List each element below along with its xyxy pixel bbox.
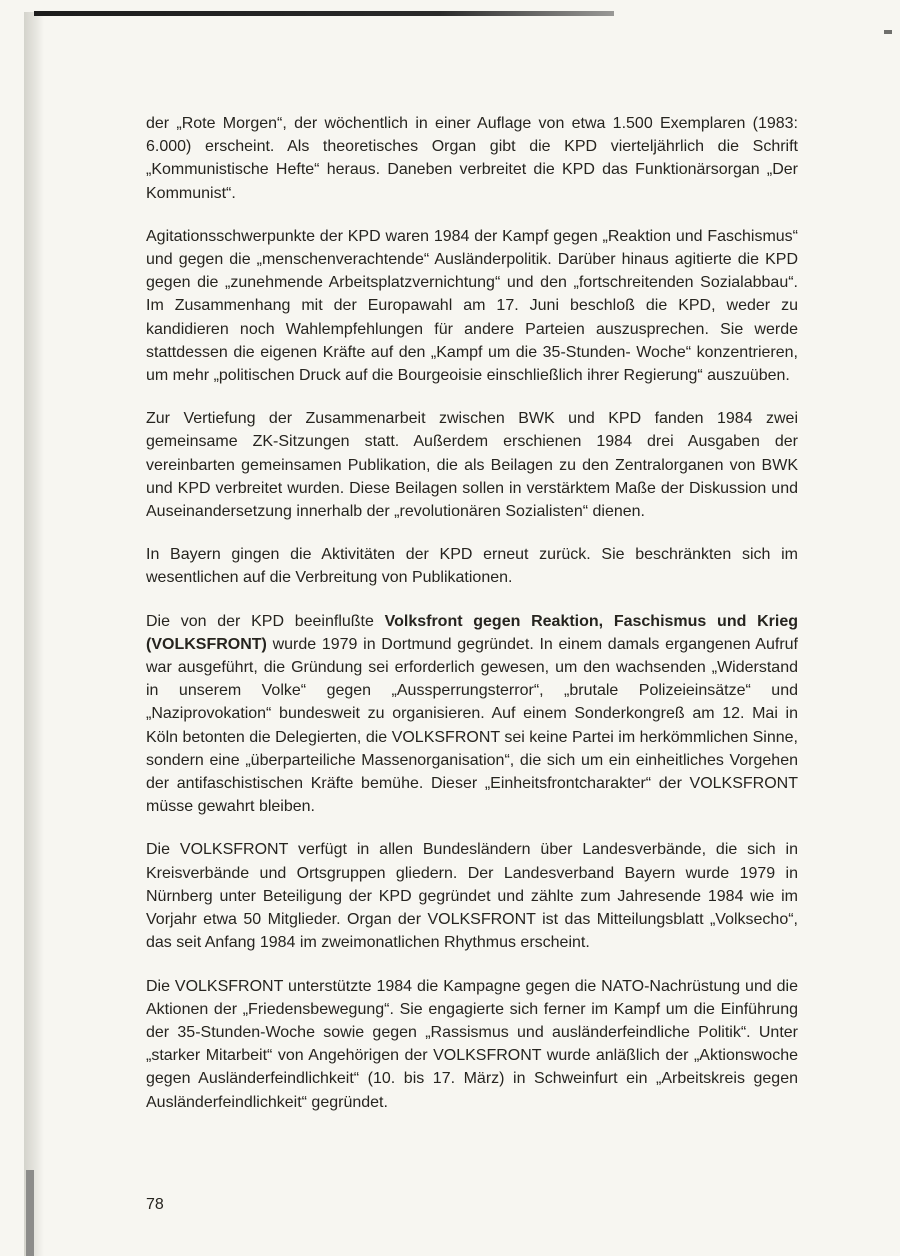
organization-name-bold: Volksfront gegen Reaktion, Faschismus und Krieg (VOLKSFRONT) bbox=[146, 612, 798, 653]
paragraph-5 bbox=[146, 610, 798, 819]
paragraph-5-intro: Die von der KPD beeinflußte bbox=[146, 612, 385, 630]
corner-mark bbox=[884, 30, 892, 34]
text-column bbox=[146, 112, 798, 1134]
paragraph-6: Die VOLKSFRONT verfügt in allen Bundesländern über Landesverbände, die sich in Kreisverbände und Ortsgruppen gliedern. Der Landesverband Bayern wurde 1979 in Nürnberg unter Beteiligung der KPD gegründet und zählte zum Jahresende 1984 wie im Vorjahr etwa 50 Mitglieder. Organ der VOLKSFRONT ist das Mitteilungsblatt „Volksecho“, das seit Anfang 1984 im zweimonatlichen Rhythmus erscheint. bbox=[146, 841, 798, 952]
top-rule bbox=[34, 11, 614, 16]
paragraph-7: Die VOLKSFRONT unterstützte 1984 die Kampagne gegen die NATO-Nachrüstung und die Aktionen der „Friedensbewegung“. Sie engagierte sich ferner im Kampf um die Einführung der 35-Stunden-Woche sowie gegen „Rassismus und ausländerfeindliche Politik“. Unter „starker Mitarbeit“ von Angehörigen der VOLKSFRONT wurde anläßlich der „Aktionswoche gegen Ausländerfeindlichkeit“ (10. bis 17. März) in Schweinfurt ein „Arbeitskreis gegen Ausländerfeindlichkeit“ gegründet. bbox=[146, 977, 798, 1111]
page-number: 78 bbox=[146, 1196, 164, 1213]
paragraph-3: Zur Vertiefung der Zusammenarbeit zwischen BWK und KPD fanden 1984 zwei gemeinsame ZK-Sitzungen statt. Außerdem erschienen 1984 drei Ausgaben der vereinbarten gemeinsamen Publikation, die als Beilagen zu den Zentralorganen von BWK und KPD verbreitet wurden. Diese Beilagen sollen in verstärktem Maße der Diskussion und Auseinandersetzung innerhalb der „revolutionären Sozialisten“ dienen. bbox=[146, 410, 798, 521]
page-spine-shadow bbox=[24, 12, 44, 1256]
paragraph-5-body: wurde 1979 in Dortmund gegründet. In einem damals ergangenen Aufruf war ausgeführt, die Gründung sei erforderlich gewesen, um den wachsenden „Widerstand in unserem Volke“ gegen „Aussperrungsterror“, „brutale Polizeieinsätze“ und „Naziprovokation“ bundesweit zu organisieren. Auf einem Sonderkongreß am 12. Mai in Köln betonten die Delegierten, die VOLKSFRONT sei keine Partei im herkömmlichen Sinne, sondern eine „überparteiliche Massenorganisation“, die sich um ein einheitliches Vorgehen der antifaschistischen Kräfte bemühe. Dieser „Einheitsfrontcharakter“ der VOLKSFRONT müsse gewahrt bleiben. bbox=[146, 635, 798, 816]
paragraph-4: In Bayern gingen die Aktivitäten der KPD erneut zurück. Sie beschränkten sich im wesentlichen auf die Verbreitung von Publikationen. bbox=[146, 546, 798, 587]
paragraph-2: Agitationsschwerpunkte der KPD waren 1984 der Kampf gegen „Reaktion und Faschismus“ und gegen die „menschenverachtende“ Ausländerpolitik. Darüber hinaus agitierte die KPD gegen die „zunehmende Arbeitsplatzvernichtung“ und den „fortschreitenden Sozialabbau“. Im Zusammenhang mit der Europawahl am 17. Juni beschloß die KPD, weder zu kandidieren noch Wahlempfehlungen für andere Parteien auszusprechen. Sie werde stattdessen die eigenen Kräfte auf den „Kampf um die 35-Stunden- Woche“ konzentrieren, um mehr „politischen Druck auf die Bourgeoisie einschließlich ihrer Regierung“ auszuüben. bbox=[146, 227, 798, 385]
spine-binding-edge bbox=[26, 1170, 34, 1256]
paragraph-1: der „Rote Morgen“, der wöchentlich in einer Auflage von etwa 1.500 Exemplaren (1983: 6.000) erscheint. Als theoretisches Organ gibt die KPD vierteljährlich die Schrift „Kommunistische Hefte“ heraus. Daneben verbreitet die KPD das Funktionärsorgan „Der Kommunist“. bbox=[146, 115, 798, 202]
